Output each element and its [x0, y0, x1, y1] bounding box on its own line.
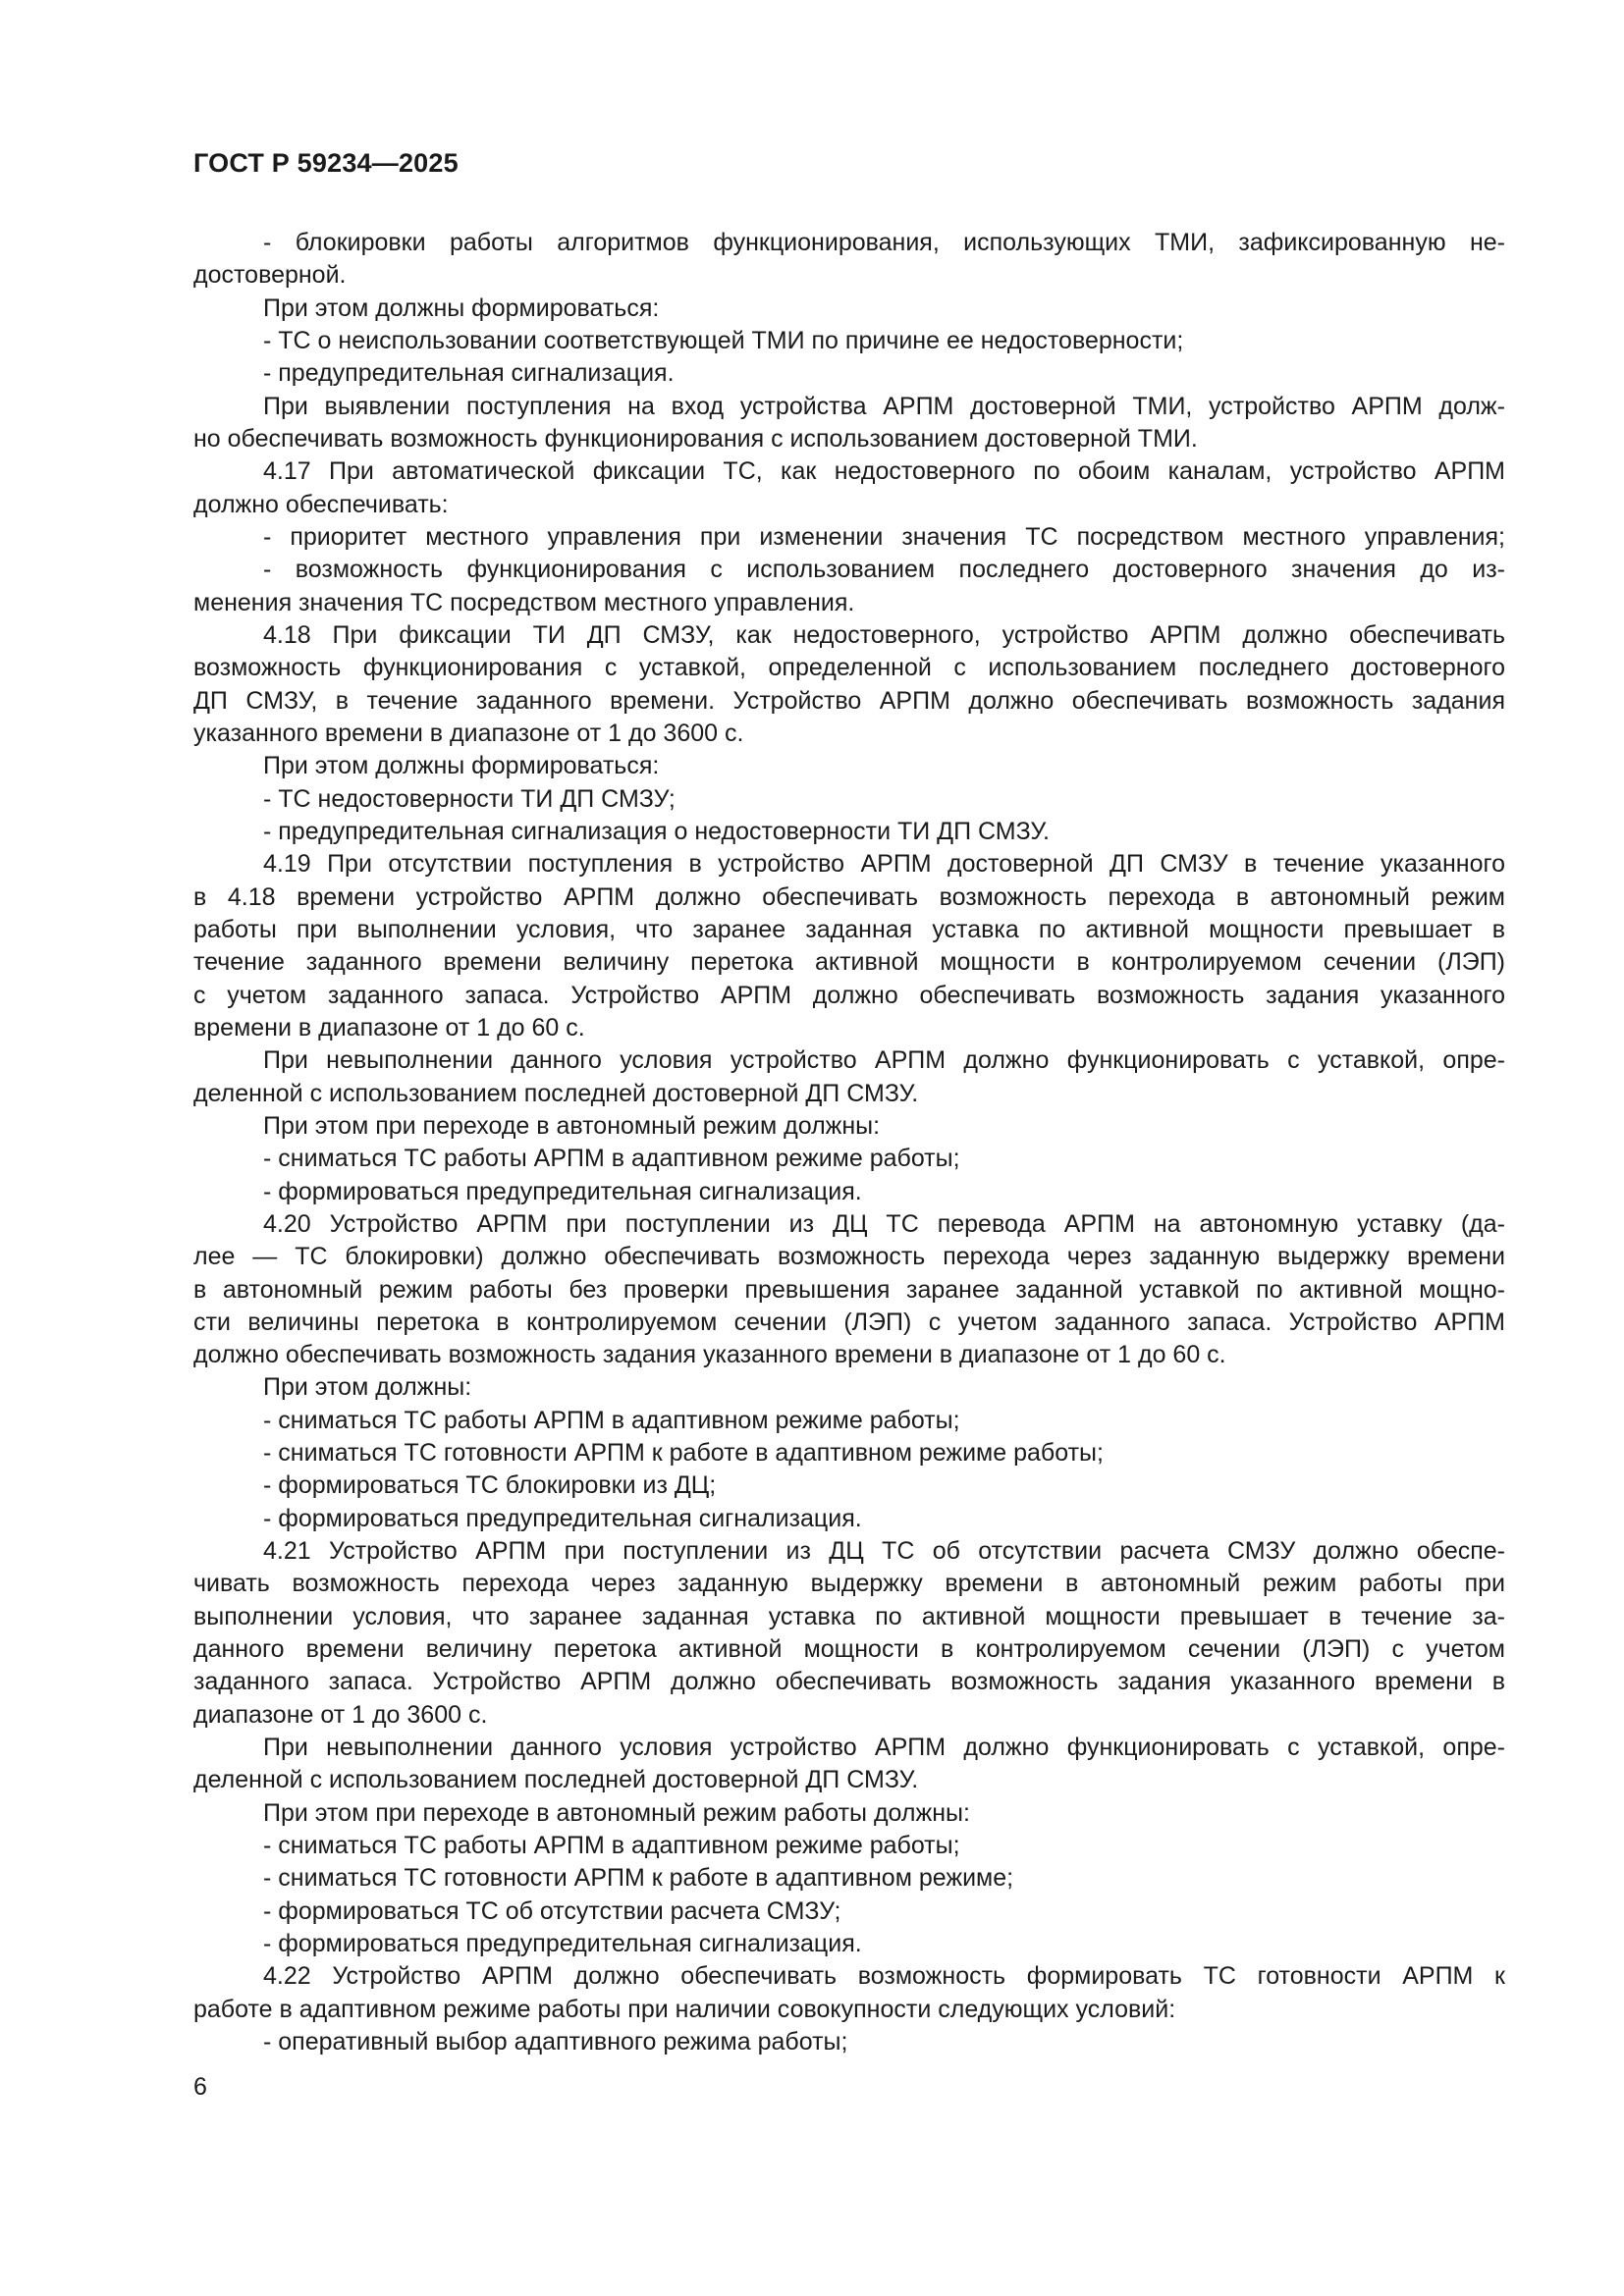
text-line: - сниматься ТС работы АРПМ в адаптивном режиме работы; [263, 1406, 960, 1434]
text-line: должно обеспечивать: [193, 490, 449, 518]
text-line: сти величины перетока в контролируемом сечении (ЛЭП) с учетом заданного запаса. Устройство АРПМ [193, 1308, 1505, 1336]
text-line: с учетом заданного запаса. Устройство АРПМ должно обеспечивать возможность задания указанного [193, 981, 1505, 1009]
text-line: При невыполнении данного условия устройство АРПМ должно функционировать с уставкой, опре- [263, 1734, 1505, 1762]
text-line: возможность функционирования с уставкой, определенной с использованием последнего достоверного [193, 654, 1505, 682]
text-line: При этом должны: [263, 1373, 472, 1402]
text-line: 4.17 При автоматической фиксации ТС, как недостоверного по обоим каналам, устройство АРПМ [263, 457, 1505, 486]
page-number: 6 [193, 2073, 207, 2101]
text-line: данного времени величину перетока активной мощности в контролируемом сечении (ЛЭП) с учетом [193, 1635, 1505, 1664]
text-line: работы при выполнении условия, что заранее заданная уставка по активной мощности превышает в [193, 915, 1505, 943]
text-line: 4.21 Устройство АРПМ при поступлении из ДЦ ТС об отсутствии расчета СМЗУ должно обеспе- [263, 1537, 1505, 1566]
text-line: 4.19 При отсутствии поступления в устройство АРПМ достоверной ДП СМЗУ в течение указанного [263, 850, 1505, 879]
text-line: выполнении условия, что заранее заданная уставка по активной мощности превышает в течение за- [193, 1602, 1505, 1630]
text-line: При этом при переходе в автономный режим работы должны: [263, 1798, 970, 1827]
text-line: в 4.18 времени устройство АРПМ должно обеспечивать возможность перехода в автономный режим [193, 882, 1505, 911]
text-line: деленной с использованием последней достоверной ДП СМЗУ. [193, 1766, 919, 1794]
text-line: - предупредительная сигнализация о недостоверности ТИ ДП СМЗУ. [263, 817, 1050, 845]
text-line: работе в адаптивном режиме работы при наличии совокупности следующих условий: [193, 1995, 1176, 2023]
text-line: - формироваться предупредительная сигнализация. [263, 1930, 862, 1958]
text-line: 4.22 Устройство АРПМ должно обеспечивать возможность формировать ТС готовности АРПМ к [263, 1962, 1505, 1991]
text-line: - формироваться предупредительная сигнализация. [263, 1504, 862, 1532]
text-line: - сниматься ТС готовности АРПМ к работе в адаптивном режиме; [263, 1864, 1014, 1893]
text-line: указанного времени в диапазоне от 1 до 3600 с. [193, 719, 744, 747]
text-line: При этом должны формироваться: [263, 294, 660, 322]
text-line: - формироваться предупредительная сигнализация. [263, 1177, 862, 1205]
text-line: - приоритет местного управления при изменении значения ТС посредством местного управления; [263, 522, 1505, 551]
text-line: 4.18 При фиксации ТИ ДП СМЗУ, как недостоверного, устройство АРПМ должно обеспечивать [263, 620, 1505, 649]
text-line: диапазоне от 1 до 3600 с. [193, 1700, 488, 1729]
document-body [193, 227, 1505, 2058]
text-line: должно обеспечивать возможность задания указанного времени в диапазоне от 1 до 60 с. [193, 1341, 1226, 1369]
text-line: - возможность функционирования с использованием последнего достоверного значения до из- [263, 556, 1505, 584]
text-line: менения значения ТС посредством местного управления. [193, 588, 855, 616]
text-line: 4.20 Устройство АРПМ при поступлении из ДЦ ТС перевода АРПМ на автономную уставку (да- [263, 1209, 1505, 1238]
text-line: времени в диапазоне от 1 до 60 с. [193, 1013, 585, 1041]
document-id-header: ГОСТ Р 59234—2025 [193, 148, 459, 178]
text-line: в автономный режим работы без проверки превышения заранее заданной уставкой по активной мощно- [193, 1275, 1505, 1304]
text-line: - блокировки работы алгоритмов функционирования, использующих ТМИ, зафиксированную не- [263, 229, 1505, 256]
text-line: - сниматься ТС работы АРПМ в адаптивном режиме работы; [263, 1145, 960, 1173]
text-line: достоверной. [193, 261, 347, 290]
text-line: - предупредительная сигнализация. [263, 359, 675, 388]
text-line: чивать возможность перехода через заданную выдержку времени в автономный режим работы при [193, 1570, 1505, 1598]
text-line: При этом при переходе в автономный режим должны: [263, 1111, 881, 1140]
text-line: - сниматься ТС работы АРПМ в адаптивном режиме работы; [263, 1832, 960, 1860]
text-line: течение заданного времени величину перетока активной мощности в контролируемом сечении (ЛЭП) [193, 948, 1505, 977]
text-line: - формироваться ТС блокировки из ДЦ; [263, 1471, 717, 1500]
text-line: При этом должны формироваться: [263, 752, 660, 780]
text-line: заданного запаса. Устройство АРПМ должно обеспечивать возможность задания указанного времени в [193, 1668, 1505, 1696]
text-line: - ТС о неиспользовании соответствующей ТМИ по причине ее недостоверности; [263, 326, 1184, 354]
text-line: но обеспечивать возможность функционирования с использованием достоверной ТМИ. [193, 424, 1198, 453]
text-line: При невыполнении данного условия устройство АРПМ должно функционировать с уставкой, опре- [263, 1046, 1505, 1075]
text-line: лее — ТС блокировки) должно обеспечивать возможность перехода через заданную выдержку времени [193, 1243, 1505, 1271]
text-line: ДП СМЗУ, в течение заданного времени. Устройство АРПМ должно обеспечивать возможность задания [193, 686, 1505, 715]
text-line: - ТС недостоверности ТИ ДП СМЗУ; [263, 784, 676, 813]
text-line: - оперативный выбор адаптивного режима работы; [263, 2028, 848, 2056]
text-line: При выявлении поступления на вход устройства АРПМ достоверной ТМИ, устройство АРПМ долж- [263, 392, 1505, 420]
text-line: - сниматься ТС готовности АРПМ к работе в адаптивном режиме работы; [263, 1439, 1104, 1468]
text-line: деленной с использованием последней достоверной ДП СМЗУ. [193, 1079, 919, 1107]
text-line: - формироваться ТС об отсутствии расчета СМЗУ; [263, 1896, 841, 1925]
